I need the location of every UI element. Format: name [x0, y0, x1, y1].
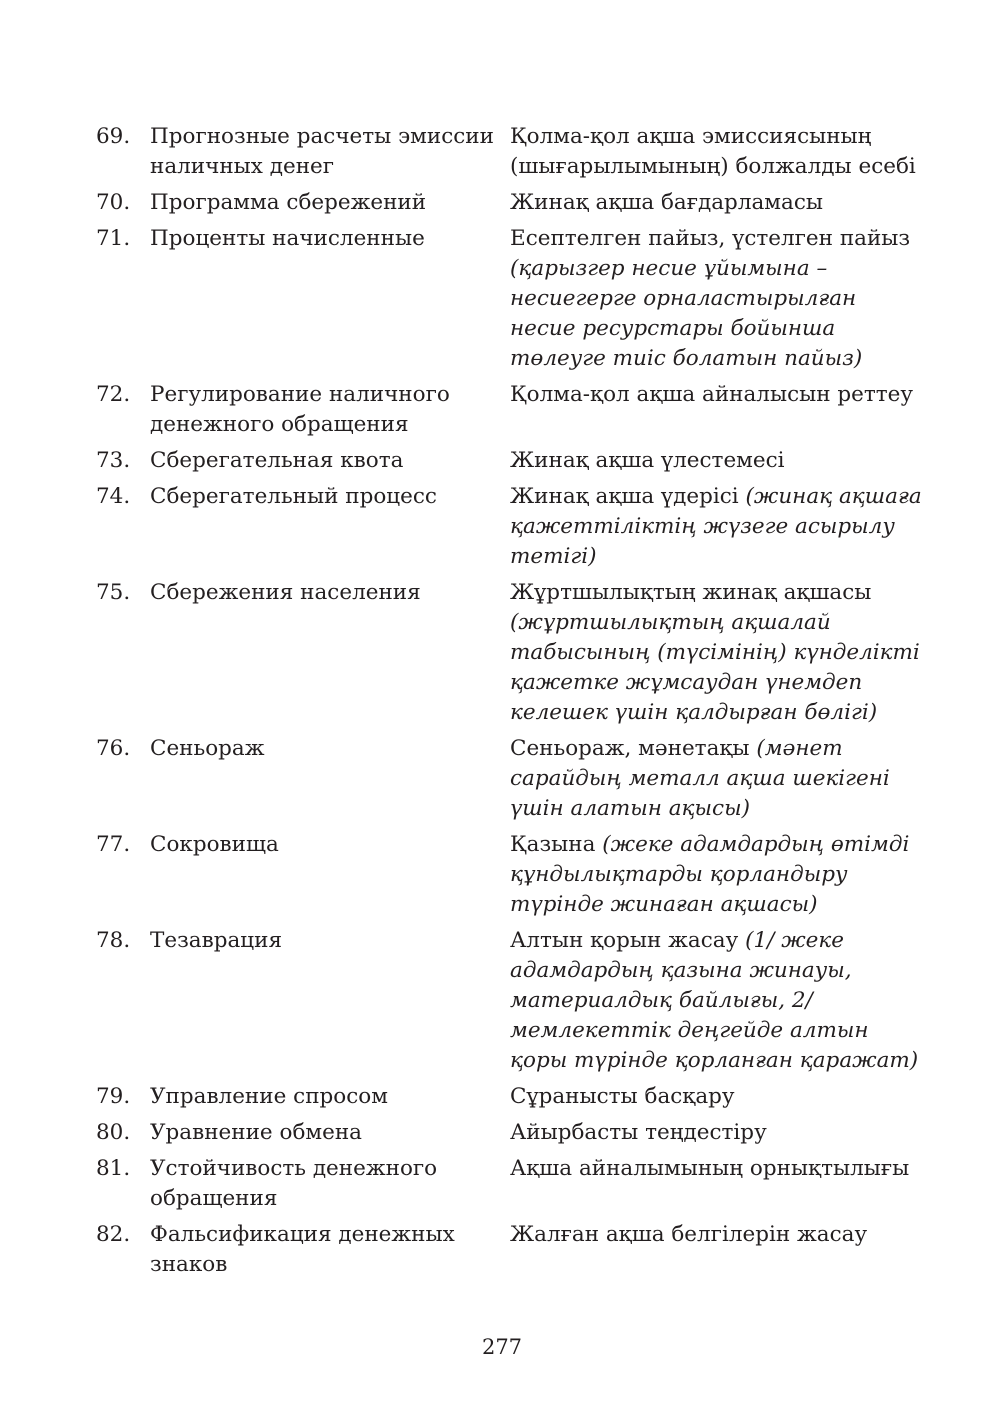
kazakh-term: Қазына — [510, 832, 596, 857]
page-number: 277 — [481, 1335, 523, 1359]
kazakh-term: Жалған ақша белгілерін жасау — [510, 1222, 868, 1247]
kazakh-term: Сұранысты басқару — [510, 1084, 735, 1109]
glossary-entry-74 — [96, 482, 926, 572]
entry-number: 82. — [96, 1222, 131, 1247]
glossary-entry-82 — [96, 1220, 926, 1280]
glossary-entry-71 — [96, 224, 926, 374]
kazakh-translation — [510, 734, 926, 824]
russian-term: Прогнозные расчеты эмиссии наличных денег — [150, 124, 494, 179]
kazakh-translation — [510, 188, 926, 218]
glossary-entry-69 — [96, 122, 926, 182]
kazakh-term: Сеньораж, мәнетақы — [510, 736, 750, 761]
kazakh-term: Ақша айналымының орнықтылығы — [510, 1156, 910, 1181]
glossary-entry-72 — [96, 380, 926, 440]
kazakh-term: Жинақ ақша бағдарламасы — [510, 190, 823, 215]
glossary-entry-75 — [96, 578, 926, 728]
kazakh-term: Есептелген пайыз, үстелген пайыз — [510, 226, 911, 251]
glossary-entry-81 — [96, 1154, 926, 1214]
glossary-entry-70 — [96, 188, 926, 218]
glossary-entry-76 — [96, 734, 926, 824]
kazakh-explanation: (жинақ ақшаға қажеттіліктің жүзеге асырылу тетігі) — [510, 484, 922, 569]
kazakh-translation — [510, 122, 926, 182]
russian-term: Сберегательная квота — [150, 448, 404, 473]
russian-term: Фальсификация денежных знаков — [150, 1222, 455, 1277]
russian-term: Регулирование наличного денежного обращения — [150, 382, 450, 437]
russian-term: Тезаврация — [150, 928, 283, 953]
entry-number: 77. — [96, 832, 131, 857]
entry-number: 79. — [96, 1084, 131, 1109]
kazakh-explanation: (1/ жеке адамдардың қазына жинауы, материалдық байлығы, 2/ мемлекеттік деңгейде алтын қоры түрінде қорланған қаражат) — [510, 928, 919, 1073]
russian-term: Устойчивость денежного обращения — [150, 1156, 438, 1211]
kazakh-term: Қолма-қол ақша айналысын реттеу — [510, 382, 914, 407]
glossary-entry-78 — [96, 926, 926, 1076]
glossary-entry-77 — [96, 830, 926, 920]
glossary-entry-73 — [96, 446, 926, 476]
kazakh-translation — [510, 578, 926, 728]
glossary-list — [96, 122, 926, 1286]
russian-term: Управление спросом — [150, 1084, 388, 1109]
kazakh-term: Қолма-қол ақша эмиссиясының (шығарылымының) болжалды есебі — [510, 124, 916, 179]
russian-term: Сберегательный процесс — [150, 484, 437, 509]
entry-number: 72. — [96, 382, 131, 407]
kazakh-explanation: (қарызгер несие ұйымына – несиегерге орналастырылған несие ресурстары бойынша төлеуге тиіс болатын пайыз) — [510, 256, 863, 371]
kazakh-term: Алтын қорын жасау — [510, 928, 739, 953]
entry-number: 80. — [96, 1120, 131, 1145]
entry-number: 70. — [96, 190, 131, 215]
entry-number: 73. — [96, 448, 131, 473]
entry-number: 75. — [96, 580, 131, 605]
kazakh-translation — [510, 224, 926, 374]
entry-number: 69. — [96, 124, 131, 149]
kazakh-translation — [510, 926, 926, 1076]
kazakh-explanation: (жұртшылықтың ақшалай табысының (түсімінің) күнделікті қажетке жұмсаудан үнемдеп келешек үшін қалдырған бөлігі) — [510, 610, 920, 725]
kazakh-translation — [510, 380, 926, 410]
glossary-entry-79 — [96, 1082, 926, 1112]
russian-term: Сбережения населения — [150, 580, 421, 605]
kazakh-explanation: (мәнет сарайдың металл ақша шекігені үшін алатын ақысы) — [510, 736, 890, 821]
kazakh-term: Жұртшылықтың жинақ ақшасы — [510, 580, 872, 605]
russian-term: Программа сбережений — [150, 190, 427, 215]
kazakh-translation — [510, 1154, 926, 1184]
entry-number: 71. — [96, 226, 131, 251]
entry-number: 81. — [96, 1156, 131, 1181]
entry-number: 74. — [96, 484, 131, 509]
russian-term: Сеньораж — [150, 736, 265, 761]
kazakh-term: Жинақ ақша үлестемесі — [510, 448, 785, 473]
kazakh-term: Айырбасты теңдестіру — [510, 1120, 767, 1145]
kazakh-translation — [510, 1118, 926, 1148]
kazakh-translation — [510, 1082, 926, 1112]
russian-term: Сокровища — [150, 832, 279, 857]
kazakh-translation — [510, 1220, 926, 1250]
kazakh-translation — [510, 482, 926, 572]
kazakh-translation — [510, 830, 926, 920]
kazakh-explanation: (жеке адамдардың өтімді құндылықтарды қорландыру түрінде жинаған ақшасы) — [510, 832, 910, 917]
glossary-entry-80 — [96, 1118, 926, 1148]
entry-number: 76. — [96, 736, 131, 761]
kazakh-term: Жинақ ақша үдерісі — [510, 484, 739, 509]
russian-term: Уравнение обмена — [150, 1120, 362, 1145]
entry-number: 78. — [96, 928, 131, 953]
kazakh-translation — [510, 446, 926, 476]
russian-term: Проценты начисленные — [150, 226, 425, 251]
